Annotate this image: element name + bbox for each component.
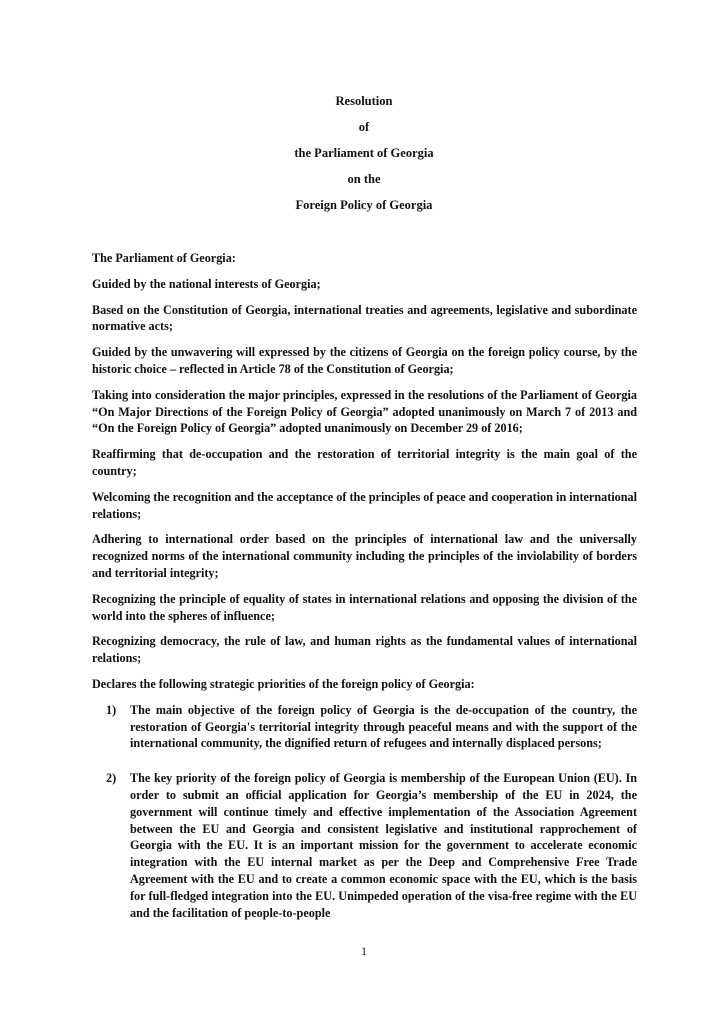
title-line: Foreign Policy of Georgia xyxy=(295,198,433,212)
title-line: on the xyxy=(347,172,381,186)
priority-text: The key priority of the foreign policy of Georgia is membership of the European Union (EU). In order to submit an official application for Georgia’s membership of the EU in 2024, the government will continue timely and effective implementation of the Association Agreement between the EU and Georgia and consistent legislative and institutional rapprochement of Georgia with the EU. It is an important mission for the government to accelerate economic integration with the EU internal market as per the Deep and Comprehensive Free Trade Agreement with the EU and to create a common economic space with the EU, which is the basis for full-fledged integration into the EU. Unimpeded operation of the visa-free regime with the EU and the facilitation of people-to-people xyxy=(130,771,637,920)
preamble-paragraph: Recognizing democracy, the rule of law, and human rights as the fundamental values of international relations; xyxy=(92,634,637,666)
declaration-heading: Declares the following strategic priorities of the foreign policy of Georgia: xyxy=(92,676,475,691)
document-body xyxy=(92,250,637,939)
preamble-paragraph: Based on the Constitution of Georgia, international treaties and agreements, legislative and subordinate normative acts; xyxy=(92,302,637,334)
title-line: Resolution xyxy=(335,94,393,108)
preamble-heading: The Parliament of Georgia: xyxy=(92,251,236,265)
preamble-paragraph: Guided by the unwavering will expressed by the citizens of Georgia on the foreign policy course, by the historic choice – reflected in Article 78 of the Constitution of Georgia; xyxy=(92,345,637,376)
title-line: the Parliament of Georgia xyxy=(294,146,434,160)
preamble-paragraph: Welcoming the recognition and the acceptance of the principles of peace and cooperation in international relations; xyxy=(92,489,637,521)
document-title xyxy=(0,93,728,223)
preamble-paragraph: Recognizing the principle of equality of states in international relations and opposing the division of the world into the spheres of influence; xyxy=(92,591,637,623)
page-number: 1 xyxy=(361,944,367,958)
priorities-list xyxy=(92,702,637,922)
priority-number: 1) xyxy=(106,702,117,717)
priority-item xyxy=(92,702,637,752)
preamble-paragraph: Guided by the national interests of Georgia; xyxy=(92,276,321,291)
priority-text: The main objective of the foreign policy of Georgia is the de-occupation of the country, the restoration of Georgia's territorial integrity through peaceful means and with the support of the international community, the dignified return of refugees and internally displaced persons; xyxy=(130,702,637,751)
title-line: of xyxy=(358,120,370,134)
preamble-paragraph: Reaffirming that de-occupation and the restoration of territorial integrity is the main goal of the country; xyxy=(92,447,637,478)
preamble-paragraph: Taking into consideration the major principles, expressed in the resolutions of the Parliament of Georgia “On Major Directions of the Foreign Policy of Georgia” adopted unanimously on March 7 of 2013 and “On the Foreign Policy of Georgia” adopted unanimously on December 29 of 2016; xyxy=(92,387,637,436)
priority-item xyxy=(92,770,637,921)
preamble-paragraph: Adhering to international order based on the principles of international law and the universally recognized norms of the international community including the principles of the inviolability of borders and territorial integrity; xyxy=(92,532,637,580)
priority-number: 2) xyxy=(106,771,117,786)
